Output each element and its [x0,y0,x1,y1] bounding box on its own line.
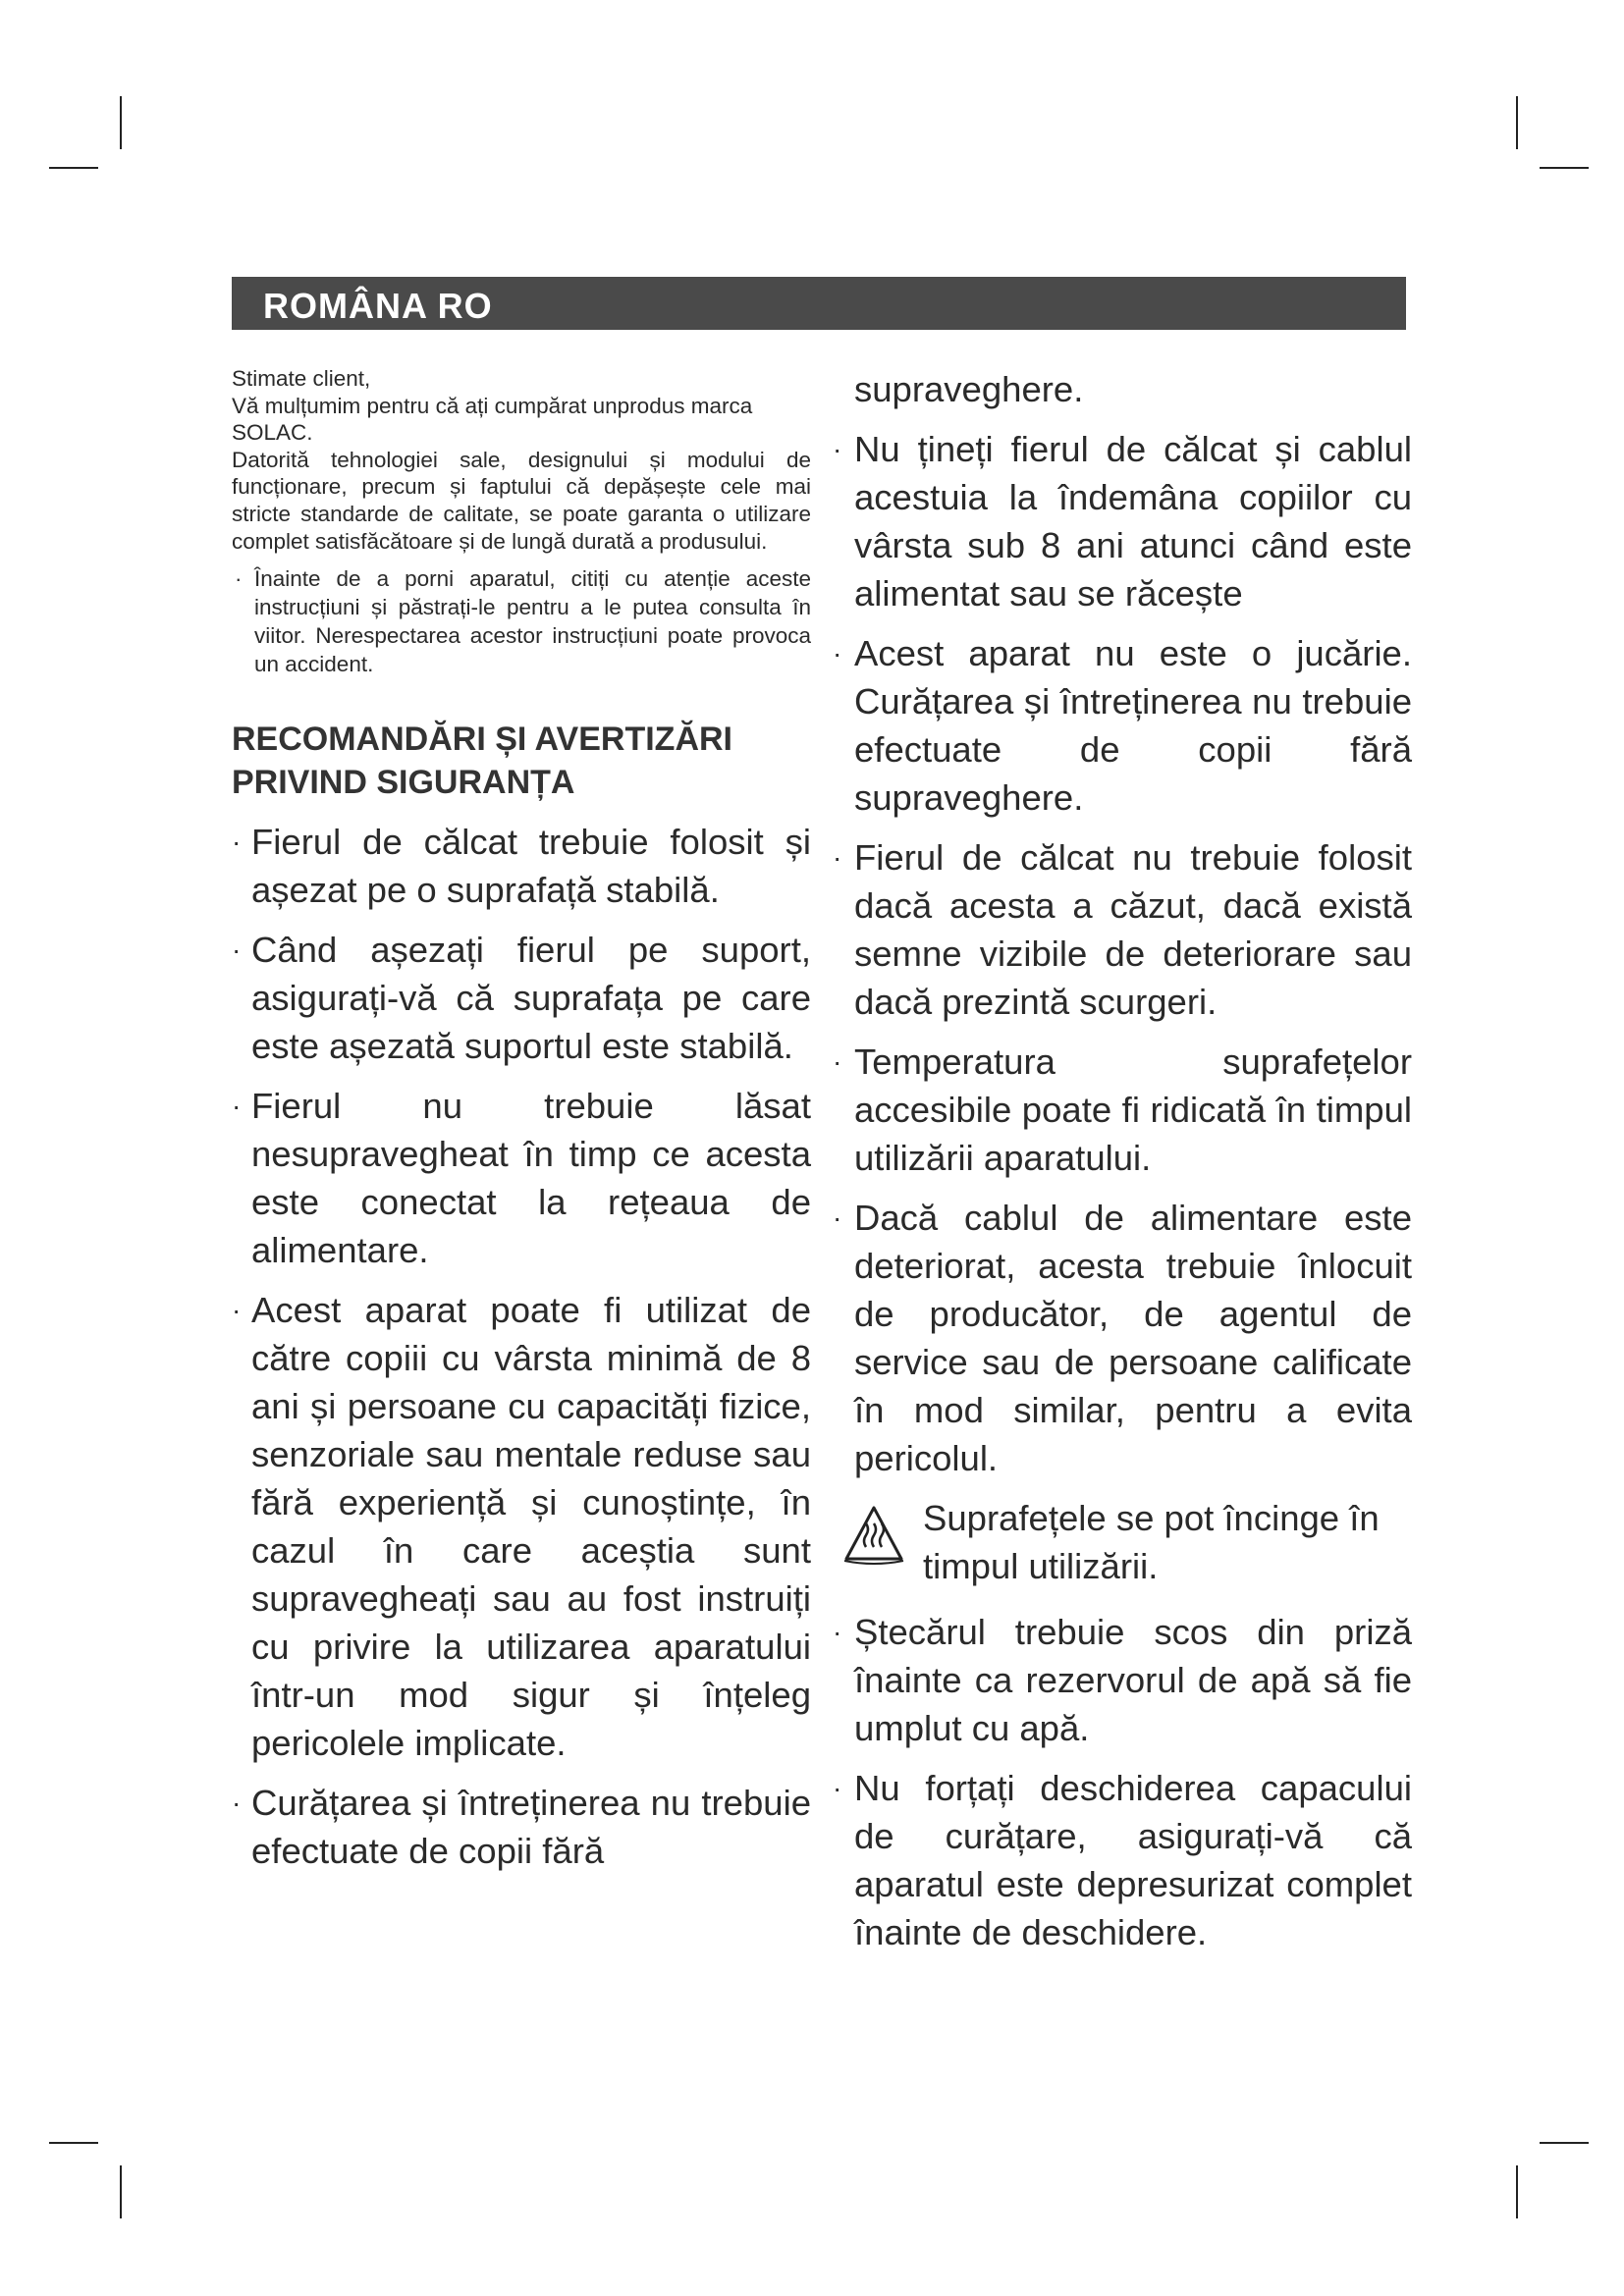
safety-item: · Temperatura suprafețelor accesibile poate fi ridicată în timpul utilizării aparatului. [842,1038,1412,1182]
safety-heading: RECOMANDĂRI ȘI AVERTIZĂRI PRIVIND SIGURANȚA [232,721,732,802]
intro-technology: Datorită tehnologiei sale, designului și modului de funcționare, precum și faptului că depășește cele mai stricte standarde de calitate, se poate garanta o utilizare complet satisfăcătoare și de lungă durată a produsului. [232,447,811,554]
language-label: ROMÂNA RO [263,286,493,326]
right-column [842,365,1412,1968]
intro-read-instructions: · Înainte de a porni aparatul, citiți cu atenție aceste instrucțiuni și păstrați-le pentru a le putea consulta în viitor. Nerespectarea acestor instrucțiuni poate provoca un accident. [232,564,811,678]
crop-mark-bottom-right-horizontal [1540,2142,1589,2144]
crop-mark-top-right-horizontal [1540,167,1589,169]
safety-item: · Nu forțați deschiderea capacului de curățare, asigurați-vă că aparatul este depresurizat complet înainte de deschidere. [842,1764,1412,1956]
crop-mark-top-right-vertical [1516,96,1518,149]
intro-block [232,365,811,555]
crop-mark-bottom-left-vertical [120,2165,122,2218]
safety-item: · Ștecărul trebuie scos din priză înainte ca rezervorul de apă să fie umplut cu apă. [842,1608,1412,1752]
safety-item: · Fierul nu trebuie lăsat nesupravegheat în timp ce acesta este conectat la rețeaua de alimentare. [232,1082,811,1274]
safety-item-continuation: supraveghere. [854,369,1084,409]
crop-mark-bottom-left-horizontal [49,2142,98,2144]
safety-item: · Acest aparat nu este o jucărie. Curățarea și întreținerea nu trebuie efectuate de copii fără supraveghere. [842,629,1412,822]
intro-greeting: Stimate client, [232,366,371,391]
hot-surface-warning-text: Suprafețele se pot încinge în timpul utilizării. [923,1498,1380,1586]
safety-item: · Fierul de călcat trebuie folosit și așezat pe o suprafață stabilă. [232,818,811,914]
hot-surface-icon [842,1504,905,1565]
language-header-bar [232,277,1406,330]
crop-mark-bottom-right-vertical [1516,2165,1518,2218]
safety-item: · Dacă cablul de alimentare este deteriorat, acesta trebuie înlocuit de producător, de agentul de service sau de persoane calificate în mod similar, pentru a evita pericolul. [842,1194,1412,1482]
left-column [232,365,811,1887]
safety-item: · Curățarea și întreținerea nu trebuie efectuate de copii fără [232,1779,811,1875]
safety-item: · Nu țineți fierul de călcat și cablul acestuia la îndemâna copiilor cu vârsta sub 8 ani atunci când este alimentat sau se răcește [842,425,1412,617]
hot-surface-warning [842,1494,1412,1590]
safety-item: · Când așezați fierul pe suport, asigurați-vă că suprafața pe care este așezată suportul este stabilă. [232,926,811,1070]
crop-mark-top-left-horizontal [49,167,98,169]
safety-item: · Fierul de călcat nu trebuie folosit dacă acesta a căzut, dacă există semne vizibile de deteriorare sau dacă prezintă scurgeri. [842,833,1412,1026]
safety-item: · Acest aparat poate fi utilizat de către copiii cu vârsta minimă de 8 ani și persoane cu capacități fizice, senzoriale sau mentale reduse sau fără experiență și cunoștințe, în cazul în care aceștia sunt supravegheați sau au fost instruiți cu privire la utilizarea aparatului într-un mod sigur și înțeleg pericolele implicate. [232,1286,811,1767]
crop-mark-top-left-vertical [120,96,122,149]
intro-thanks: Vă mulțumim pentru că ați cumpărat unprodus marca SOLAC. [232,393,753,446]
